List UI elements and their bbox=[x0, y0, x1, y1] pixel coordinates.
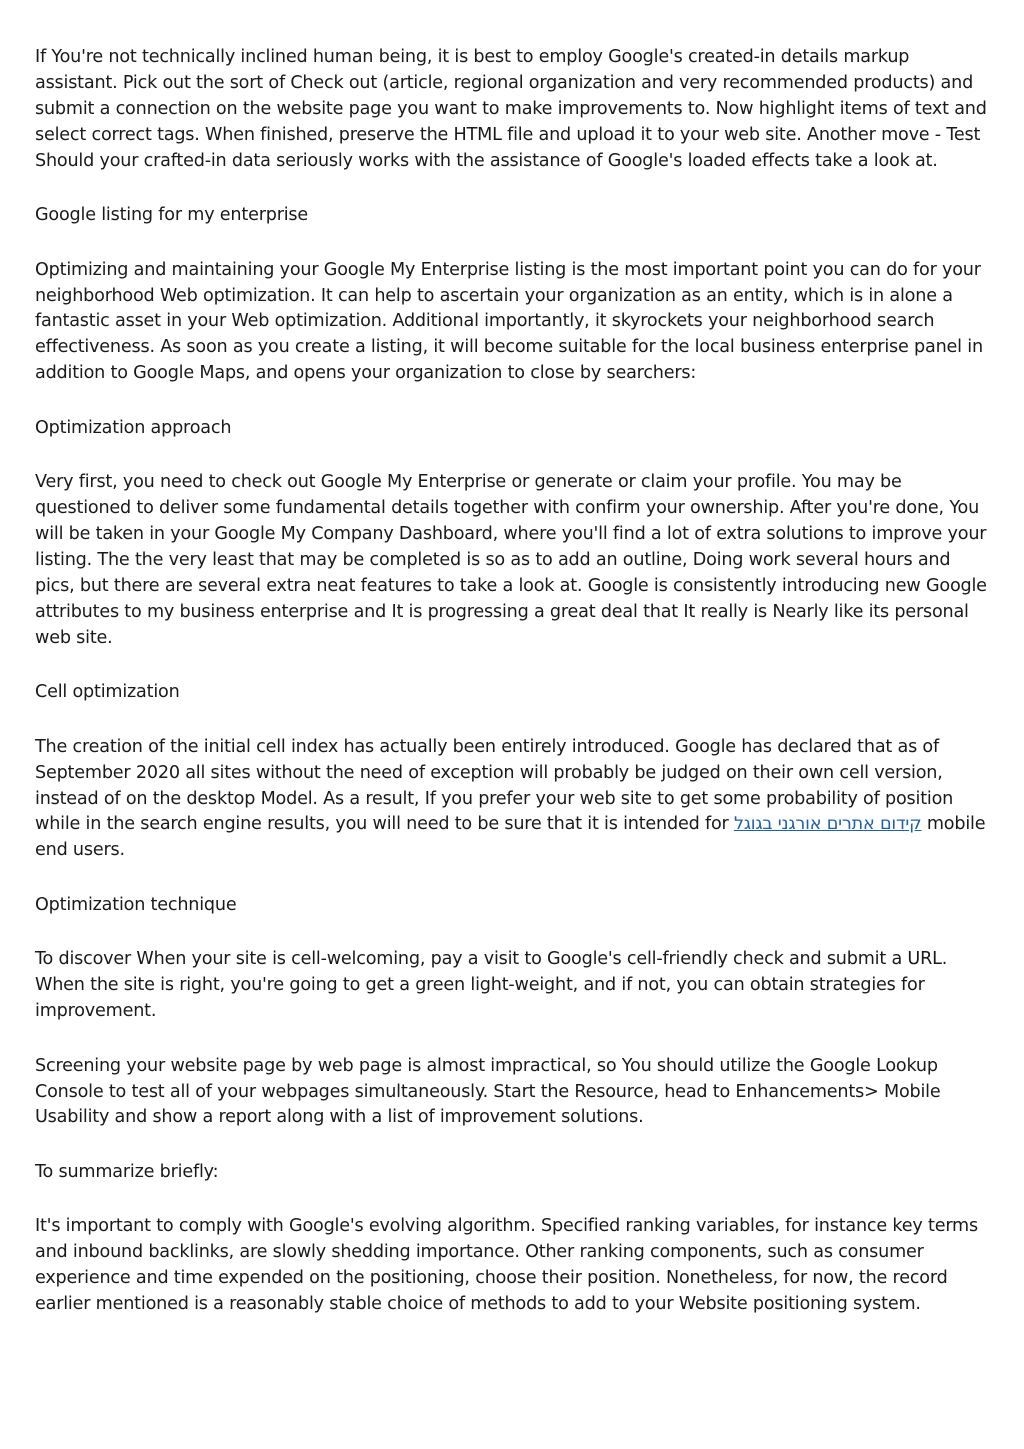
heading-optimization-technique: Optimization technique bbox=[35, 894, 237, 915]
heading-summary: To summarize briefly: bbox=[35, 1161, 219, 1182]
paragraph-claim-profile: Very first, you need to check out Google My Enterprise or generate or claim your profile. You may be questioned to deliver some fundamental details together with confirm your ownership. After you're done, You will be taken in your Google My Company Dashboard, where you'll find a lot of extra solutions to improve your listing. The the very least that may be completed is so as to add an outline, Doing work several hours and pics, but there are several extra neat features to take a look at. Google is consistently introducing new Google attributes to my business enterprise and It is progressing a great deal that It really is Nearly like its personal web site. bbox=[35, 472, 987, 648]
paragraph-mobile-index-tail: mobile end users. bbox=[35, 814, 986, 861]
paragraph-conclusion: It's important to comply with Google's evolving algorithm. Specified ranking variables, for instance key terms and inbound backlinks, are slowly shedding importance. Other ranking components, such as consumer experience and time expended on the positioning, choose their position. Nonetheless, for now, the record earlier mentioned is a reasonably stable choice of methods to add to your Website positioning system. bbox=[35, 1216, 978, 1315]
paragraph-mobile-friendly-check: To discover When your site is cell-welcoming, pay a visit to Google's cell-friendly check and submit a URL. When the site is right, you're going to get a green light-weight, and if not, you can obtain strategies for improvement. bbox=[35, 949, 948, 1022]
paragraph-search-console: Screening your website page by web page is almost impractical, so You should utilize the Google Lookup Console to test all of your webpages simultaneously. Start the Resource, head to Enhancements> Mobile Usability and show a report along with a list of improvement solutions. bbox=[35, 1055, 941, 1128]
heading-cell-optimization: Cell optimization bbox=[35, 682, 180, 703]
paragraph-markup-assistant: If You're not technically inclined human being, it is best to employ Google's created-in details markup assistant. Pick out the sort of Check out (article, regional organization and very recommended products) and submit a connection on the website page you want to make improvements to. Now highlight items of text and select correct tags. When finished, preserve the HTML file and upload it to your web site. Another move - Test Should your crafted-in data seriously works with the assistance of Google's loaded effects take a look at. bbox=[35, 47, 987, 171]
heading-optimization-approach: Optimization approach bbox=[35, 417, 232, 438]
paragraph-mobile-index bbox=[35, 735, 995, 865]
heading-google-listing: Google listing for my enterprise bbox=[35, 205, 309, 226]
paragraph-mobile-index-text: The creation of the initial cell index has actually been entirely introduced. Google has declared that as of September 2020 all sites without the need of exception will probably be judged on their own cell version, instead of on the desktop Model. As a result, If you prefer your web site to get some probability of position while in the search engine results, you will need to be sure that it is intended for bbox=[35, 736, 954, 835]
organic-seo-link[interactable]: קידום אתרים אורגני בגוגל bbox=[733, 814, 922, 835]
paragraph-google-my-enterprise: Optimizing and maintaining your Google My Enterprise listing is the most important point you can do for your neighborhood Web optimization. It can help to ascertain your organization as an entity, which is in alone a fantastic asset in your Web optimization. Additional importantly, it skyrockets your neighborhood search effectiveness. As soon as you create a listing, it will become suitable for the local business enterprise panel in addition to Google Maps, and opens your organization to close by searchers: bbox=[35, 259, 983, 384]
document-body bbox=[35, 45, 995, 1347]
